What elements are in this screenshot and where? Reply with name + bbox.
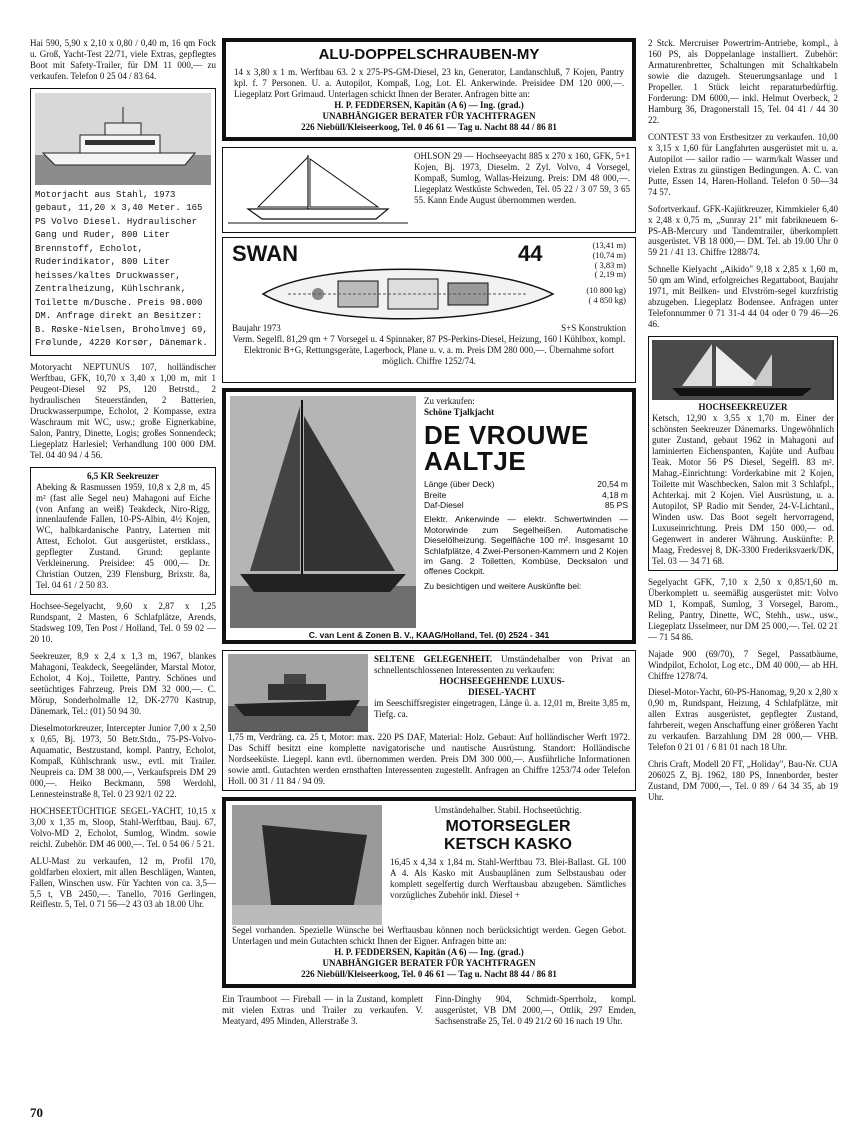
ad-ketsch-kasko	[222, 797, 636, 988]
swan-body: Verm. Segelfl. 81,29 qm + 7 Vorsegel u. 4 Spinnaker, 87 PS-Perkins-Diesel, Heizung, 160 l Kühlbox, kompl. Elektronic B+G, Rettungsgeräte, Lagerbock, Plane u. v. a. m. Preis DM 280 000,—. Übernahme sofort möglich. Chiffre 1252/74.	[232, 334, 626, 367]
vrouwe-spec-key: Länge (über Deck)	[424, 479, 495, 490]
vrouwe-spec-row	[424, 479, 628, 489]
seltene-body-1: im Seeschiffsregister eingetragen, Länge ü. a. 12,01 m, Breite 3,85 m, Tiefg. ca.	[374, 698, 630, 720]
alu-title: ALU-DOPPELSCHRAUBEN-MY	[318, 46, 540, 63]
kasko-feddersen-2: UNABHÄNGIGER BERATER FÜR YACHTFRAGEN	[322, 958, 536, 969]
ad-seekreuzer: Seekreuzer, 8,9 x 2,4 x 1,3 m, 1967, blankes Mahagoni, Teakdeck, Seegeländer, Marstal Motor, Echolot, 4 Koj., Toilette, Pantry. Schönes und seetüchtiges Fahrzeug. Preis DM 32 000,—. C. Mörup, Sonderholmalle 12, DK-2770 Kastrup, Dänemark, Tel.: (01) 50 94 30.	[30, 651, 216, 716]
feddersen-line-2: UNABHÄNGIGER BERATER FÜR YACHTFRAGEN	[322, 111, 536, 122]
vrouwe-title-2: AALTJE	[424, 446, 527, 477]
tjalk-sailboat-illustration	[230, 396, 416, 628]
seltene-title-1: HOCHSEEGEHENDE LUXUS-	[439, 676, 565, 687]
motorjacht-illustration	[35, 93, 211, 185]
ad-hochseekreuzer	[648, 336, 838, 571]
ad-motorjacht-stahl	[30, 88, 216, 356]
motorjacht-text: Motorjacht aus Stahl, 1973 gebaut, 11,20 x 3,40 Meter. 165 PS Volvo Diesel. Hydraulischer Gang und Ruder, 800 Liter Brennstoff, Echolot, Ruderindikator, 800 Liter heisses/kaltes Druckwasser, Zentralheizung, Kühlschrank, Toilette m/Dusche. Preis 98.000 DM. Anfrage direkt an Besitzer: B. Røske-Nielsen, Broholmvej 69, Frølunde, 4220 Korsør, Dänemark.	[35, 189, 208, 349]
vrouwe-spec-key: Daf-Diesel	[424, 500, 464, 511]
ad-chris-craft: Chris Craft, Modell 20 FT, „Holiday", Bau-Nr. CUA 206025 Z, Bj. 1962, 180 PS, Innenborder, bester Zustand, DM 7000,—, Tel. 0 89 / 64 34 35, ab 19 Uhr.	[648, 759, 838, 803]
ad-ohlson	[222, 147, 636, 233]
vrouwe-footer: C. van Lent & Zonen B. V., KAAG/Holland, Tel. (0) 2524 - 341	[308, 630, 550, 641]
vrouwe-pre2: Schöne Tjalkjacht	[424, 407, 495, 418]
hochseekreuzer-photo	[652, 340, 834, 400]
ad-finn-dinghy: Finn-Dinghy 904, Schmidt-Sperrholz, kompl. ausgerüstet, VB DM 2000,—, Ottlik, 297 Emden, Sachsenstraße 25, Tel. 0 49 21/2 60 16 nach 19 Uhr.	[435, 994, 636, 1027]
ad-mercruiser: 2 Stck. Mercruiser Powertrim-Antriebe, kompl., à 160 PS, als Doppelanlage installiert. Zubehör: Armaturenbretter, Schaltungen mit Schaltkabeln sowie die dazugeh. Steuerungsanlage und 1 Propeller. 1 Stück leicht reparaturbedürftig. Forderung: DM 6000,— inkl. Helmut Overbeck, 2 Hamburg 36, Dragonerstall 15, Tel. 04 41 / 44 30 22.	[648, 38, 838, 125]
middle-column	[222, 38, 636, 1033]
ad-contest: CONTEST 33 von Erstbesitzer zu verkaufen. 10,00 x 3,15 x 1,60 für Langfahrten ausgerüstet mit u. a. Autopilot — sailor radio — warm/kalt Wasser und vielen Extras zu günstigen Bedingungen. A. C. van Putte, Essen 14, Haren-Holland. Telefon 0 50—34 74 57.	[648, 131, 838, 197]
kasko-feddersen-3: 226 Niebüll/Kleiseerkoog, Tel. 0 46 61 — Tag u. Nacht 88 44 / 86 81	[301, 969, 557, 980]
swan-dim-beam: ( 3,83 m)	[594, 259, 626, 270]
ad-alu-doppelschrauben	[222, 38, 636, 141]
ad-dieselmotorkreuzer: Dieselmotorkreuzer, Intercepter Junior 7,00 x 2,50 x 0,65, Bj. 1973, 50 Betr.Stdn., 75-PS-Volvo-Aquamatic, Bestzustand, kompl. Pantry, Echolot, Kompaß, Kühlschrank usw., evtl. mit Trailer. Neupreis ca. DM 38 000,—, Verkaufspreis DM 29 000,—. Heiko Beckmann, 598 Werdohl, Lennesteinstraße 8, Tel. 0 23 92/1 02 22.	[30, 722, 216, 799]
right-column	[648, 38, 838, 809]
kr-title: 6,5 KR Seekreuzer	[86, 470, 160, 481]
luxus-yacht-photo	[228, 654, 368, 732]
vrouwe-body: Elektr. Ankerwinde — elektr. Schwertwinden — Motorwinde zum Segelheißen. Automatische Dieselölheizung. Segelfläche 100 m². Insgesamt 10 Schlafplätze, 4 Zwei-Personen-Kammern und 2 Kojen im Gang. 2 Toiletten, Kombüse, Decksalon und offenes Cockpit.	[424, 514, 628, 577]
vrouwe-spec-row	[424, 490, 628, 500]
ad-neptunus: Motoryacht NEPTUNUS 107, holländischer Werftbau, GFK, 10,70 x 3,40 x 1,00 m, mit 1 Peugeot-Diesel 92 PS, 120 Betrstd., 2 hydraulischen Steuerständen, 2 Batterien, Druckwasserpumpe, Echolot, 2 Kompasse, extra Waschraum mit WC, usw.; große Eignerkabine, Salon, Pantry, Dinette, Logis; großes Sonnendeck; Liegeplatz Harlesiel; Verhandlung 100 000 DM. Tel. 04 40 94 / 4 56.	[30, 361, 216, 460]
motor-yacht-illustration	[228, 654, 368, 732]
motorjacht-photo	[35, 93, 211, 185]
ketch-illustration	[652, 340, 832, 400]
kasko-body-2: Segel vorhanden. Spezielle Wünsche bei Werftausbau können noch berücksichtigt werden. Gegen Gebot. Unterlagen und mein Gutachten schickt Ihnen der Eigner. Anfragen bitte an:	[232, 925, 626, 947]
ad-aikido: Schnelle Kielyacht „Aikido" 9,18 x 2,85 x 1,60 m, 50 qm am Wind, erfolgreiches Regattaboot, Baujahr 1971, mit Beilken- und Elvström-segel kurzfristig abzugeben. Liegeplatz Bodensee. Anfragen unter Telefonnummer 0 71 31-4 44 04 oder 0 79 46—26 46.	[648, 264, 838, 330]
vrouwe-spec-val: 85 PS	[604, 500, 628, 511]
ad-swan-44	[222, 237, 636, 383]
seltene-intro: Umständehalber von Privat an schnellentschlossenen Interessenten zu verkaufen:	[374, 654, 630, 676]
kasko-photo	[232, 805, 382, 925]
hochseekreuzer-title: HOCHSEEKREUZER	[698, 402, 788, 413]
ohlson-body: OHLSON 29 — Hochseeyacht 885 x 270 x 160, GFK, 5+1 Kojen, Bj. 1973, Dieselm. 2 Zyl. Volvo, 4 Vorsegel, Kompaß, Sumlog, Wallas-Heizung. Preis: DM 48 000,—. Liegeplatz Westküste Schweden, Tel. 05 22 / 3 07 59, 3 65 55. Kann Ende August übernommen werden.	[414, 151, 630, 205]
vrouwe-spec-val: 20,54 m	[597, 479, 628, 490]
kasko-title-2: KETSCH KASKO	[443, 835, 572, 853]
seltene-lead: SELTENE GELEGENHEIT.	[374, 654, 493, 665]
feddersen-line-1: H. P. FEDDERSEN, Kapitän (A 6) — Ing. (grad.)	[334, 100, 524, 111]
ad-diesel-motor-yacht: Diesel-Motor-Yacht, 60-PS-Hanomag, 9,20 x 2,80 x 0,90 m, Rundspant, Heizung, 4 Schlafplätze, mit allen Extras ausgerüstet, gepflegter Zustand, fahrbereit, wegen Anschaffung einer größeren Yacht zu verkaufen. Barzahlung DM 28 000,— VHB. Telefon 0 21 01 / 6 81 01 nach 18 Uhr.	[648, 687, 838, 753]
page-number: 70	[30, 1105, 43, 1120]
ad-najade: Najade 900 (69/70), 7 Segel, Passatbäume, Windpilot, Echolot, Log etc., DM 40 000,— ab HH. Chiffre 1278/74.	[648, 648, 838, 681]
kasko-body-1: 16,45 x 4,34 x 1,84 m. Stahl-Werftbau 73. Blei-Ballast. GL 100 A 4. Als Kasko mit Ausbauplänen zum Selbstausbau oder komplett segelfertig durch Werftausbau abzugeben. Sämtliches vorzügliches Zubehör inkl. Diesel +	[390, 857, 626, 901]
vrouwe-spec-val: 4,18 m	[602, 489, 628, 500]
vrouwe-pre1: Zu verkaufen:	[424, 396, 475, 407]
ad-kr-seekreuzer	[30, 467, 216, 596]
swan-weight-disp: (10 800 kg)	[586, 285, 626, 296]
kasko-title-1: MOTORSEGLER	[445, 818, 571, 836]
feddersen-line-3: 226 Niebüll/Kleiseerkoog, Tel. 0 46 61 — Tag u. Nacht 88 44 / 86 81	[301, 122, 557, 133]
swan-dimensions	[586, 241, 626, 306]
swan-dim-draft: ( 2,19 m)	[594, 269, 626, 280]
swan-dim-lwl: (10,74 m)	[592, 249, 626, 260]
ad-traumboot: Ein Traumboot — Fireball — in la Zustand, komplett mit vielen Extras und Trailer zu verkaufen. V. Meatyard, 495 Minden, Allerstraße 3.	[222, 994, 423, 1027]
swan-number: 44	[518, 241, 543, 267]
vrouwe-title-1: DE VROUWE	[424, 420, 589, 451]
ad-hochseetuechtige: HOCHSEETÜCHTIGE SEGEL-YACHT, 10,15 x 3,00 x 1,35 m, Sloop, Stahl-Werftbau, Bauj. 67, Volvo-MD 2, Echolot, Sumlog, Windm. sowie reichl. Zubehör. DM 46 000,—. Tel. 0 54 06 / 5 21.	[30, 805, 216, 849]
ad-hochsee-segelyacht: Hochsee-Segelyacht, 9,60 x 2,87 x 1,25 Rundspant, 2 Masten, 6 Schlafplätze, Arends, Stadsweg 109, Ten Post / Holland, Tel. 0 59 02 — 20 10.	[30, 601, 216, 645]
ad-hai: Hai 590, 5,90 x 2,10 x 0,80 / 0,40 m, 16 qm Fock u. Groß, Yacht-Test 22/71, viele Extras, gepflegtes Boot mit Safety-Trailer, für DM 11 000,— zu verkaufen. Telefon 0 25 04 / 83 64.	[30, 38, 216, 81]
ohlson-sailboat-illustration	[228, 151, 408, 229]
hochseekreuzer-body: Ketsch, 12,90 x 3,55 x 1,70 m. Einer der schönsten Seekreuzer Dänemarks. Ungewöhnlich guter Zustand, gebaut 1962 in Mahagoni auf laminierten Eichenspanten, Kajüte und Aufbau Teak. Motor 56 PS Diesel, Segelfl. 83 m². Mahag.-Einrichtung: Vorderkabine mit 2 Kojen, Toilette mit Waschbecken, Salon mit 3 Schlafpl., Achterkaj. mit 2 Kojen. Viel Ausrüstung, u. a. Autopilot, SP Radio mit Sender, 24-V-Lichtanl., Winden usw. Das Boot segelt hervorragend, Luxuseinrichtung. Preis DM 150 000,— od. Gegenwert in anderer Währung. Auskünfte: P. Maag, Fredesvej 8, DK-3300 Frederiksvaerk/DK, Tel. 03 — 34 71 68.	[652, 413, 834, 566]
swan-name: SWAN	[232, 241, 298, 267]
kasko-pre: Umständehalber. Stabil. Hochseetüchtig.	[434, 805, 582, 816]
left-column	[30, 38, 216, 916]
seltene-title-2: DIESEL-YACHT	[468, 687, 536, 698]
ad-sofortverkauf: Sofortverkauf. GFK-Kajütkreuzer, Kimmkieler 6,40 x 2,48 x 0,75 m, „Sunray 21" mit fabrikneuem 6-PS-AB-Mercury und Tandemtrailer, überkomplett ausgerüstet. VB 18 000,— DM. Tel. ab 19.00 Uhr 0 59 21 / 41 13. Chiffre 1288/74.	[648, 203, 838, 258]
ad-de-vrouwe-aaltje	[222, 388, 636, 644]
seltene-body-2: 1,75 m, Verdräng. ca. 25 t, Motor: max. 220 PS DAF, Material: Holz. Gebaut: Auf holländischer Werft 1972. Das Schiff besitzt eine komplette navigatorische und nautische Ausrüstung. Standort: Holländische Nordseeküste. Liegepl. kann evtl. übernommen werden. Preis DM 300 000,—. Ausführliche Informationen sowie amtl. Gutachten werden ernsthaften Interessenten zugestellt. Anfragen an Chiffre 1253/74 oder Telefon Holl. 00 31 / 11 84 / 94 09.	[228, 732, 630, 787]
vrouwe-specs	[424, 479, 628, 510]
alu-body: 14 x 3,80 x 1 m. Werftbau 63. 2 x 275-PS-GM-Diesel, 23 kn, Generator, Landanschluß, 7 Kojen, Pantry kpl. f. 7 Personen. U. a. Autopilot, Kompaß, Log, Lot. El. Ankerwinde. Preisidee DM 120 000,—. Liegeplatz Port Grimaud. Unterlagen schickt Ihnen der Berater. Anfragen bitte an:	[234, 67, 624, 100]
ad-seltene-gelegenheit	[222, 650, 636, 791]
vrouwe-visit: Zu besichtigen und weitere Auskünfte bei:	[424, 580, 582, 591]
swan-dim-loa: (13,41 m)	[592, 240, 626, 251]
swan-weight-ballast: ( 4 850 kg)	[588, 294, 626, 305]
vrouwe-spec-row	[424, 500, 628, 510]
kr-body: Abeking & Rasmussen 1959, 10,8 x 2,8 m, 45 m² (fast alle Segel neu) Mahagoni auf Eiche (von Anfang an weiß) Teakdeck, Niro-Rigg, innenlaufende Fallen, 10-PS-Albin, 4½ Kojen, WC, halbkardanische Pantry, Laternen mit Attest, Echolot. Gut ausgerüstet, erstklass., gepflegter Zustand. Grund: geplante Verkleinerung. Preisidee: 45 000,— Dr. Christian Outzen, 239 Flensburg, Brixstr. 8a, Tel. 04 61 / 2 50 83.	[36, 481, 210, 591]
swan-year: Baujahr 1973	[232, 323, 281, 334]
vrouwe-photo	[230, 396, 416, 628]
vrouwe-spec-key: Breite	[424, 489, 447, 500]
kasko-feddersen-1: H. P. FEDDERSEN, Kapitän (A 6) — Ing. (grad.)	[334, 947, 524, 958]
swan-deckplan-illustration	[258, 259, 558, 329]
swan-konstruktion: S+S Konstruktion	[561, 323, 626, 334]
ad-alu-mast: ALU-Mast zu verkaufen, 12 m, Profil 170, goldfarben eloxiert, mit allen Beschlägen, Wanten, Fallen, Winschen usw. Für Yachten von ca. 3,5—5,5 t, VB 2450,—. Tanello, 7016 Gerlingen, Reiflestr. 5, Tel. 0 71 56—2 43 03 ab 18.00 Uhr.	[30, 855, 216, 910]
steel-hull-illustration	[232, 805, 382, 925]
ad-segelyacht-gfk: Segelyacht GFK, 7,10 x 2,50 x 0,85/1,60 m. Überkomplett u. seemäßig ausgerüstet mit: Volvo MD 1, Kompaß, Sumlog, 3 Vorsegel, Barom., Reling, Pantry, Dinette, WC, Stehh., usw., usw., Liegeplatz IJsselmeer, nur DM 25 000,—. Tel. 02 21 — 71 54 86.	[648, 576, 838, 642]
